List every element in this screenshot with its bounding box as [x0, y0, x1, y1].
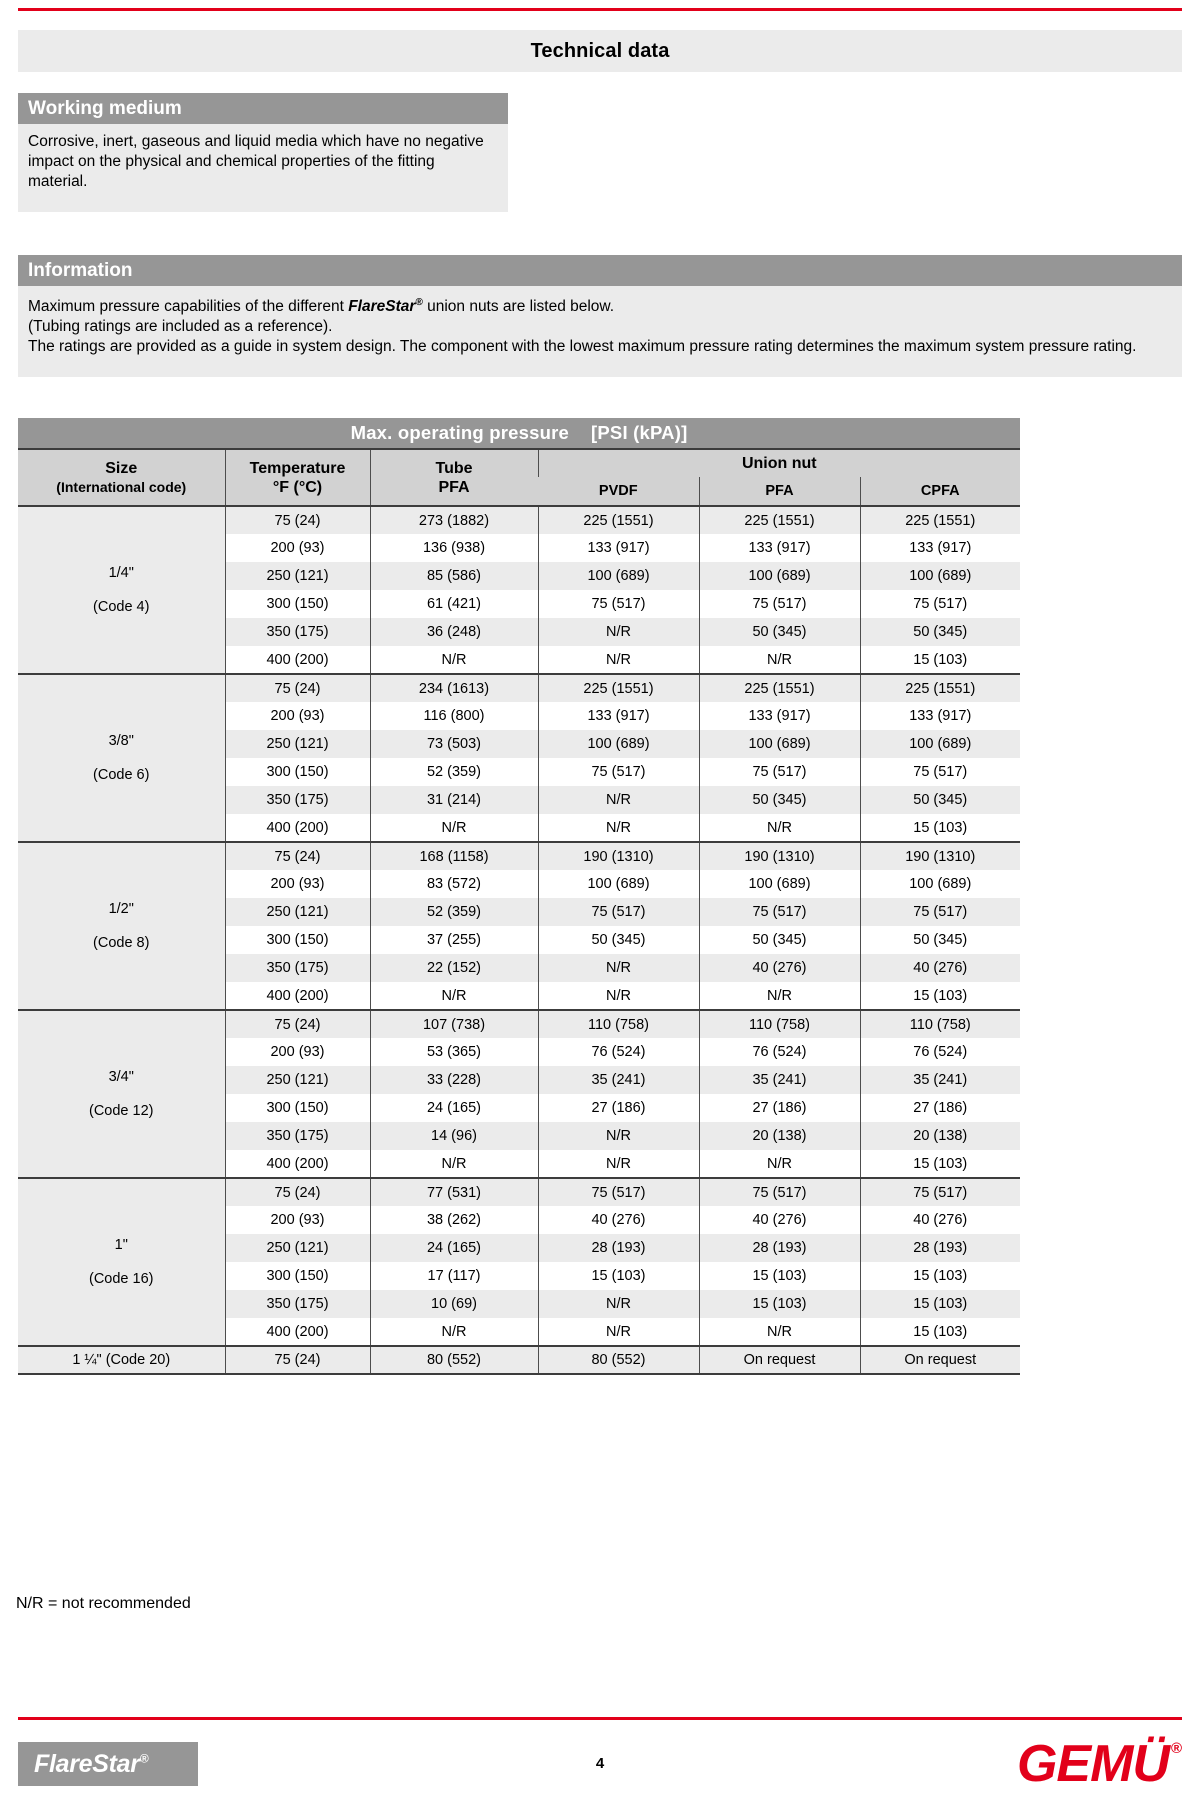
information-line-1	[28, 293, 1172, 317]
tube-pfa-cell: 37 (255)	[370, 926, 538, 954]
union-nut-pvdf-cell: 15 (103)	[538, 1262, 699, 1290]
temperature-cell: 300 (150)	[225, 926, 370, 954]
temperature-cell: 400 (200)	[225, 1318, 370, 1346]
tube-pfa-cell: 61 (421)	[370, 590, 538, 618]
union-nut-pfa-cell: 15 (103)	[699, 1290, 860, 1318]
temperature-cell: 75 (24)	[225, 842, 370, 870]
registered-mark-icon: ®	[415, 297, 423, 308]
tube-pfa-cell: 83 (572)	[370, 870, 538, 898]
temperature-cell: 200 (93)	[225, 1206, 370, 1234]
size-cell	[18, 506, 225, 674]
temperature-cell: 350 (175)	[225, 1122, 370, 1150]
table-header-row-1	[18, 449, 1020, 477]
header-union-nut-cpfa: CPFA	[860, 477, 1020, 506]
union-nut-pfa-cell: 110 (758)	[699, 1010, 860, 1038]
page-title: Technical data	[530, 39, 670, 62]
union-nut-pvdf-cell: 35 (241)	[538, 1066, 699, 1094]
temperature-cell: 350 (175)	[225, 786, 370, 814]
tube-pfa-cell: 52 (359)	[370, 898, 538, 926]
union-nut-cpfa-cell: 190 (1310)	[860, 842, 1020, 870]
header-temperature-label: Temperature	[249, 459, 346, 477]
union-nut-cpfa-cell: 15 (103)	[860, 1262, 1020, 1290]
union-nut-cpfa-cell: 75 (517)	[860, 898, 1020, 926]
size-label: 1/2"	[108, 901, 134, 917]
union-nut-cpfa-cell: 75 (517)	[860, 1178, 1020, 1206]
union-nut-pfa-cell: 50 (345)	[699, 618, 860, 646]
union-nut-pvdf-cell: 110 (758)	[538, 1010, 699, 1038]
union-nut-pvdf-cell: N/R	[538, 786, 699, 814]
table-row	[18, 1178, 1020, 1206]
table-body	[18, 506, 1020, 1374]
union-nut-pfa-cell: 100 (689)	[699, 730, 860, 758]
temperature-cell: 350 (175)	[225, 618, 370, 646]
table-row	[18, 506, 1020, 534]
size-label: 1/4"	[108, 565, 134, 581]
tube-pfa-cell: 234 (1613)	[370, 674, 538, 702]
table-row	[18, 1346, 1020, 1374]
union-nut-pvdf-cell: 27 (186)	[538, 1094, 699, 1122]
temperature-cell: 250 (121)	[225, 898, 370, 926]
union-nut-pvdf-cell: 76 (524)	[538, 1038, 699, 1066]
union-nut-pvdf-cell: 100 (689)	[538, 562, 699, 590]
union-nut-cpfa-cell: 50 (345)	[860, 786, 1020, 814]
tube-pfa-cell: 73 (503)	[370, 730, 538, 758]
temperature-cell: 300 (150)	[225, 590, 370, 618]
tube-pfa-cell: 14 (96)	[370, 1122, 538, 1150]
union-nut-pvdf-cell: N/R	[538, 814, 699, 842]
header-union-nut: Union nut	[538, 449, 1020, 477]
page-number: 4	[595, 1755, 605, 1772]
union-nut-pfa-cell: 225 (1551)	[699, 506, 860, 534]
union-nut-pfa-cell: N/R	[699, 646, 860, 674]
union-nut-pvdf-cell: 190 (1310)	[538, 842, 699, 870]
temperature-cell: 75 (24)	[225, 1178, 370, 1206]
union-nut-cpfa-cell: 225 (1551)	[860, 506, 1020, 534]
temperature-cell: 200 (93)	[225, 702, 370, 730]
union-nut-pfa-cell: 133 (917)	[699, 534, 860, 562]
temperature-cell: 250 (121)	[225, 1066, 370, 1094]
working-medium-heading: Working medium	[18, 93, 508, 124]
temperature-cell: 350 (175)	[225, 1290, 370, 1318]
tube-pfa-cell: 80 (552)	[370, 1346, 538, 1374]
union-nut-cpfa-cell: On request	[860, 1346, 1020, 1374]
size-cell	[18, 1178, 225, 1346]
registered-mark-icon: ®	[139, 1751, 149, 1766]
union-nut-pvdf-cell: 75 (517)	[538, 1178, 699, 1206]
table-row	[18, 842, 1020, 870]
union-nut-cpfa-cell: 50 (345)	[860, 926, 1020, 954]
union-nut-pfa-cell: 100 (689)	[699, 562, 860, 590]
temperature-cell: 300 (150)	[225, 1262, 370, 1290]
tube-pfa-cell: 31 (214)	[370, 786, 538, 814]
union-nut-pfa-cell: 50 (345)	[699, 786, 860, 814]
tube-pfa-cell: N/R	[370, 982, 538, 1010]
temperature-cell: 250 (121)	[225, 1234, 370, 1262]
union-nut-pvdf-cell: 225 (1551)	[538, 674, 699, 702]
tube-pfa-cell: 22 (152)	[370, 954, 538, 982]
union-nut-pvdf-cell: N/R	[538, 1290, 699, 1318]
table-banner-cell	[18, 418, 1020, 449]
union-nut-cpfa-cell: 110 (758)	[860, 1010, 1020, 1038]
temperature-cell: 250 (121)	[225, 562, 370, 590]
union-nut-pfa-cell: N/R	[699, 982, 860, 1010]
temperature-cell: 350 (175)	[225, 954, 370, 982]
header-size-label: Size	[105, 459, 138, 477]
size-cell	[18, 842, 225, 1010]
tube-pfa-cell: 136 (938)	[370, 534, 538, 562]
tube-pfa-cell: 33 (228)	[370, 1066, 538, 1094]
bottom-red-rule	[18, 1717, 1182, 1720]
not-recommended-note: N/R = not recommended	[16, 1595, 191, 1612]
union-nut-pvdf-cell: N/R	[538, 618, 699, 646]
size-cell	[18, 1010, 225, 1178]
temperature-cell: 200 (93)	[225, 870, 370, 898]
union-nut-pvdf-cell: 28 (193)	[538, 1234, 699, 1262]
union-nut-cpfa-cell: 15 (103)	[860, 982, 1020, 1010]
union-nut-pvdf-cell: 100 (689)	[538, 730, 699, 758]
working-medium-panel	[18, 93, 508, 212]
union-nut-pfa-cell: 28 (193)	[699, 1234, 860, 1262]
union-nut-cpfa-cell: 133 (917)	[860, 534, 1020, 562]
tube-pfa-cell: 53 (365)	[370, 1038, 538, 1066]
temperature-cell: 300 (150)	[225, 758, 370, 786]
union-nut-pvdf-cell: 133 (917)	[538, 702, 699, 730]
union-nut-pvdf-cell: N/R	[538, 954, 699, 982]
temperature-cell: 75 (24)	[225, 1346, 370, 1374]
size-label: 1"	[114, 1237, 128, 1253]
union-nut-cpfa-cell: 28 (193)	[860, 1234, 1020, 1262]
tube-pfa-cell: 168 (1158)	[370, 842, 538, 870]
table-row	[18, 1010, 1020, 1038]
union-nut-pfa-cell: N/R	[699, 814, 860, 842]
temperature-cell: 200 (93)	[225, 1038, 370, 1066]
union-nut-cpfa-cell: 133 (917)	[860, 702, 1020, 730]
temperature-cell: 400 (200)	[225, 982, 370, 1010]
union-nut-cpfa-cell: 76 (524)	[860, 1038, 1020, 1066]
union-nut-pfa-cell: 75 (517)	[699, 590, 860, 618]
header-size-sublabel: (International code)	[56, 478, 187, 495]
union-nut-cpfa-cell: 15 (103)	[860, 646, 1020, 674]
union-nut-pfa-cell: 50 (345)	[699, 926, 860, 954]
header-size	[18, 449, 225, 506]
union-nut-pvdf-cell: 75 (517)	[538, 898, 699, 926]
union-nut-cpfa-cell: 100 (689)	[860, 562, 1020, 590]
max-operating-pressure-table	[18, 418, 1020, 1375]
union-nut-pfa-cell: 225 (1551)	[699, 674, 860, 702]
tube-pfa-cell: N/R	[370, 1318, 538, 1346]
size-code-label: (Code 8)	[93, 935, 150, 951]
tube-pfa-cell: 273 (1882)	[370, 506, 538, 534]
union-nut-pfa-cell: 20 (138)	[699, 1122, 860, 1150]
union-nut-pvdf-cell: 75 (517)	[538, 758, 699, 786]
tube-pfa-cell: 17 (117)	[370, 1262, 538, 1290]
union-nut-cpfa-cell: 75 (517)	[860, 590, 1020, 618]
union-nut-pfa-cell: 15 (103)	[699, 1262, 860, 1290]
union-nut-pvdf-cell: N/R	[538, 1318, 699, 1346]
gemu-logo-text: GEMÜ	[1016, 1735, 1169, 1793]
union-nut-cpfa-cell: 100 (689)	[860, 870, 1020, 898]
union-nut-cpfa-cell: 27 (186)	[860, 1094, 1020, 1122]
size-label: 3/4"	[108, 1069, 134, 1085]
banner-title: Max. operating pressure	[350, 422, 570, 443]
union-nut-cpfa-cell: 40 (276)	[860, 1206, 1020, 1234]
tube-pfa-cell: 36 (248)	[370, 618, 538, 646]
top-red-rule	[18, 8, 1182, 11]
temperature-cell: 250 (121)	[225, 730, 370, 758]
tube-pfa-cell: 85 (586)	[370, 562, 538, 590]
header-tube-label: Tube	[435, 459, 473, 477]
flarestar-brand: FlareStar®	[348, 297, 423, 316]
union-nut-pfa-cell: 75 (517)	[699, 1178, 860, 1206]
temperature-cell: 75 (24)	[225, 674, 370, 702]
header-tube	[370, 449, 538, 506]
information-line-3: The ratings are provided as a guide in system design. The component with the lowest maximum pressure rating determines the maximum system pressure rating.	[28, 338, 1137, 356]
union-nut-pvdf-cell: 40 (276)	[538, 1206, 699, 1234]
tube-pfa-cell: 77 (531)	[370, 1178, 538, 1206]
union-nut-pvdf-cell: 133 (917)	[538, 534, 699, 562]
temperature-cell: 75 (24)	[225, 1010, 370, 1038]
size-code-label: (Code 12)	[89, 1103, 154, 1119]
tube-pfa-cell: N/R	[370, 1150, 538, 1178]
union-nut-cpfa-cell: 15 (103)	[860, 814, 1020, 842]
temperature-cell: 75 (24)	[225, 506, 370, 534]
union-nut-pvdf-cell: N/R	[538, 646, 699, 674]
tube-pfa-cell: 24 (165)	[370, 1094, 538, 1122]
union-nut-pfa-cell: 190 (1310)	[699, 842, 860, 870]
union-nut-cpfa-cell: 100 (689)	[860, 730, 1020, 758]
max-operating-pressure-table-wrap	[18, 418, 1020, 1375]
union-nut-cpfa-cell: 20 (138)	[860, 1122, 1020, 1150]
union-nut-cpfa-cell: 15 (103)	[860, 1290, 1020, 1318]
union-nut-pvdf-cell: 225 (1551)	[538, 506, 699, 534]
information-panel	[18, 255, 1182, 377]
union-nut-pfa-cell: 40 (276)	[699, 1206, 860, 1234]
tube-pfa-cell: 107 (738)	[370, 1010, 538, 1038]
union-nut-pfa-cell: 35 (241)	[699, 1066, 860, 1094]
flarestar-footer-text: FlareStar®	[34, 1749, 149, 1778]
union-nut-pvdf-cell: 100 (689)	[538, 870, 699, 898]
header-tube-material: PFA	[438, 478, 470, 496]
gemu-logo	[1016, 1735, 1182, 1793]
size-cell: 1 ¼" (Code 20)	[18, 1346, 225, 1374]
information-line-1-after: union nuts are listed below.	[422, 298, 615, 316]
temperature-cell: 400 (200)	[225, 1150, 370, 1178]
header-union-nut-pvdf: PVDF	[538, 477, 699, 506]
temperature-cell: 400 (200)	[225, 646, 370, 674]
union-nut-cpfa-cell: 50 (345)	[860, 618, 1020, 646]
table-banner-row	[18, 418, 1020, 449]
union-nut-cpfa-cell: 225 (1551)	[860, 674, 1020, 702]
tube-pfa-cell: 116 (800)	[370, 702, 538, 730]
information-heading: Information	[18, 255, 1182, 286]
temperature-cell: 200 (93)	[225, 534, 370, 562]
size-code-label: (Code 16)	[89, 1271, 154, 1287]
page-title-bar	[18, 30, 1182, 72]
information-body	[18, 286, 1182, 377]
header-temperature-unit: °F (°C)	[272, 478, 323, 496]
union-nut-pfa-cell: 27 (186)	[699, 1094, 860, 1122]
tube-pfa-cell: 24 (165)	[370, 1234, 538, 1262]
tube-pfa-cell: N/R	[370, 814, 538, 842]
union-nut-cpfa-cell: 35 (241)	[860, 1066, 1020, 1094]
union-nut-pvdf-cell: 75 (517)	[538, 590, 699, 618]
temperature-cell: 400 (200)	[225, 814, 370, 842]
header-temperature	[225, 449, 370, 506]
union-nut-pfa-cell: 133 (917)	[699, 702, 860, 730]
union-nut-pfa-cell: 75 (517)	[699, 898, 860, 926]
union-nut-pfa-cell: 40 (276)	[699, 954, 860, 982]
working-medium-body: Corrosive, inert, gaseous and liquid media which have no negative impact on the physical and chemical properties of the fitting material.	[18, 124, 508, 212]
banner-units: [PSI (kPA)]	[591, 422, 688, 443]
union-nut-pvdf-cell: N/R	[538, 1150, 699, 1178]
union-nut-pfa-cell: On request	[699, 1346, 860, 1374]
union-nut-pfa-cell: 76 (524)	[699, 1038, 860, 1066]
temperature-cell: 300 (150)	[225, 1094, 370, 1122]
union-nut-pvdf-cell: 50 (345)	[538, 926, 699, 954]
size-label: 3/8"	[108, 733, 134, 749]
size-cell	[18, 674, 225, 842]
union-nut-cpfa-cell: 15 (103)	[860, 1150, 1020, 1178]
union-nut-pvdf-cell: N/R	[538, 1122, 699, 1150]
size-code-label: (Code 4)	[93, 599, 150, 615]
tube-pfa-cell: 52 (359)	[370, 758, 538, 786]
registered-mark-icon: ®	[1170, 1740, 1182, 1757]
information-line-1-before: Maximum pressure capabilities of the different	[28, 298, 349, 316]
tube-pfa-cell: 10 (69)	[370, 1290, 538, 1318]
union-nut-pvdf-cell: N/R	[538, 982, 699, 1010]
union-nut-pfa-cell: 75 (517)	[699, 758, 860, 786]
union-nut-cpfa-cell: 15 (103)	[860, 1318, 1020, 1346]
table-row	[18, 674, 1020, 702]
union-nut-cpfa-cell: 75 (517)	[860, 758, 1020, 786]
tube-pfa-cell: N/R	[370, 646, 538, 674]
union-nut-cpfa-cell: 40 (276)	[860, 954, 1020, 982]
union-nut-pfa-cell: N/R	[699, 1318, 860, 1346]
union-nut-pfa-cell: 100 (689)	[699, 870, 860, 898]
size-code-label: (Code 6)	[93, 767, 150, 783]
header-union-nut-pfa: PFA	[699, 477, 860, 506]
union-nut-pfa-cell: N/R	[699, 1150, 860, 1178]
union-nut-pvdf-cell: 80 (552)	[538, 1346, 699, 1374]
information-line-2: (Tubing ratings are included as a reference).	[28, 318, 333, 336]
tube-pfa-cell: 38 (262)	[370, 1206, 538, 1234]
